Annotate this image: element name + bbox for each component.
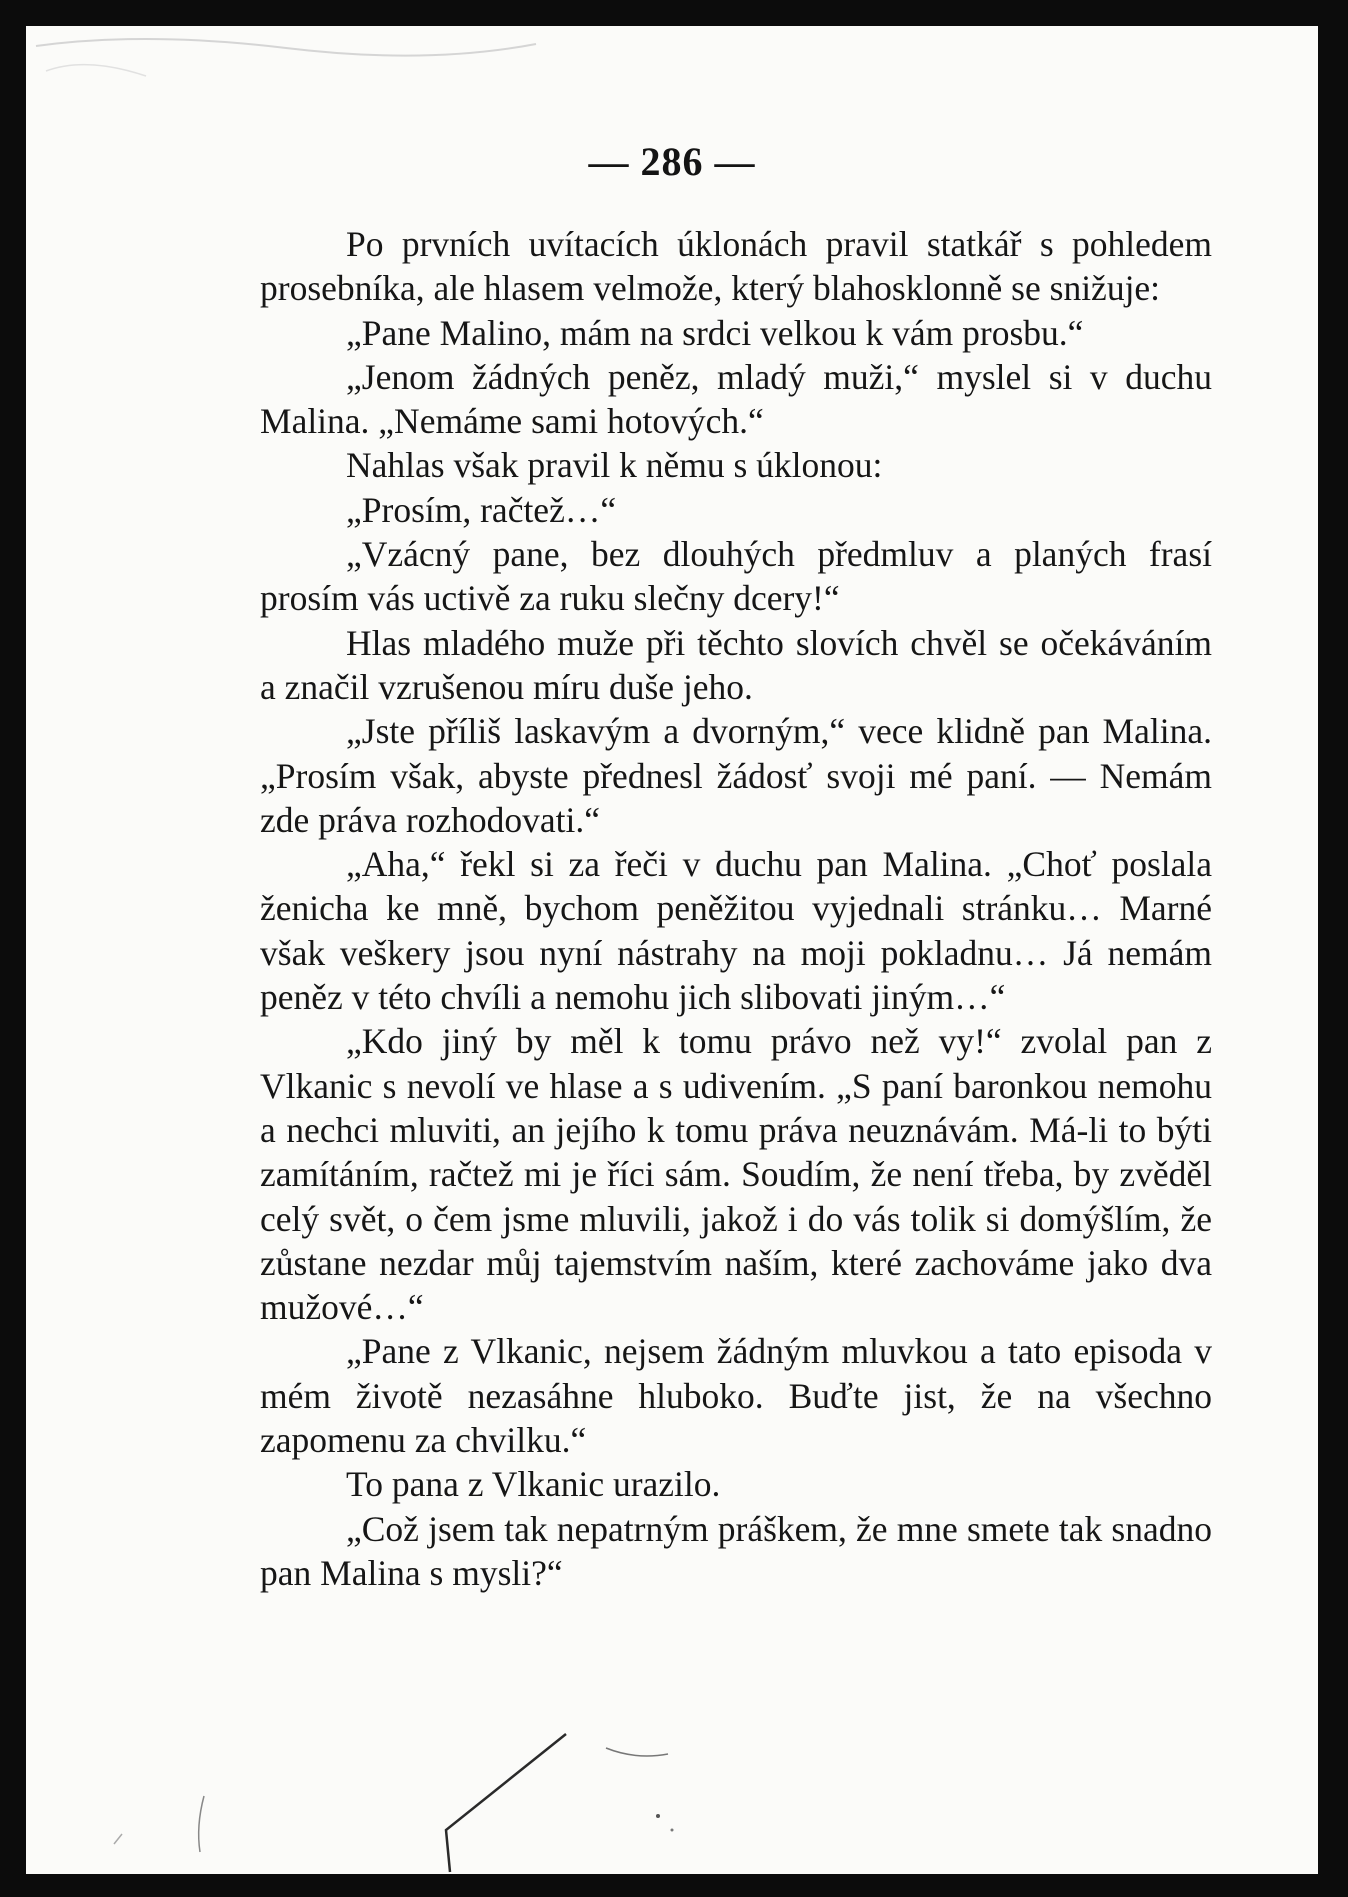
paragraph: „Prosím, račtež…“	[346, 489, 617, 530]
page-number: — 286 —	[588, 139, 756, 184]
paragraph: „Kdo jiný by měl k tomu právo než vy!“ zvolal pan z Vlkanic s nevolí ve hlase a s udivením. „S paní baronkou nemohu a nechci mluviti, an jejího k tomu práva neuznávám. Má-li to býti zamítáním, račtež mi je říci sám. Soudím, že není třeba, by zvěděl celý svět, o čem jsme mluvili, jakož i do vás tolik si domýšlím, že zůstane nezdar můj tajemstvím naším, které zachováme jako dva mužové…“	[260, 1021, 1212, 1328]
paragraph: Po prvních uvítacích úklonách pravil statkář s pohledem prosebníka, ale hlasem velmože, který blahosklonně se snižuje:	[260, 224, 1212, 309]
paragraph: „Jenom žádných peněz, mladý muži,“ myslel si v duchu Malina. „Nemáme sami hotových.“	[260, 356, 1212, 442]
paragraph: Hlas mladého muže při těchto slovích chvěl se očekáváním a značil vzrušenou míru duše jeho.	[260, 622, 1212, 707]
paragraph: „Pane Malino, mám na srdci velkou k vám prosbu.“	[346, 312, 1084, 353]
paragraph: To pana z Vlkanic urazilo.	[346, 1464, 721, 1505]
paragraph: „Pane z Vlkanic, nejsem žádným mluvkou a tato episoda v mém životě nezasáhne hluboko. Buďte jist, že na všechno zapomenu za chvilku.“	[260, 1331, 1212, 1461]
paragraph: „Vzácný pane, bez dlouhých předmluv a planých frasí prosím vás uctivě za ruku slečny dcery!“	[260, 534, 1212, 619]
pencil-mark-left	[104, 1786, 224, 1866]
paragraph: Nahlas však pravil k němu s úklonou:	[346, 445, 883, 486]
scanned-page	[26, 26, 1318, 1874]
pencil-mark	[406, 1726, 726, 1874]
paragraph: „Aha,“ řekl si za řeči v duchu pan Malina. „Choť poslala ženicha ke mně, bychom peněžitou vyjednali stránku… Marné však veškery jsou nyní nástrahy na moji pokladnu… Já nemám peněz v této chvíli a nemohu jich slibovati jiným…“	[260, 844, 1212, 1018]
paragraph: „Což jsem tak nepatrným práškem, že mne smete tak snadno pan Malina s mysli?“	[260, 1508, 1212, 1593]
paragraph: „Jste příliš laskavým a dvorným,“ vece klidně pan Malina. „Prosím však, abyste přednesl žádosť svoji mé paní. — Nemám zde práva rozhodovati.“	[260, 711, 1212, 840]
scan-noise-top	[26, 26, 546, 106]
body-text	[260, 222, 1212, 1595]
